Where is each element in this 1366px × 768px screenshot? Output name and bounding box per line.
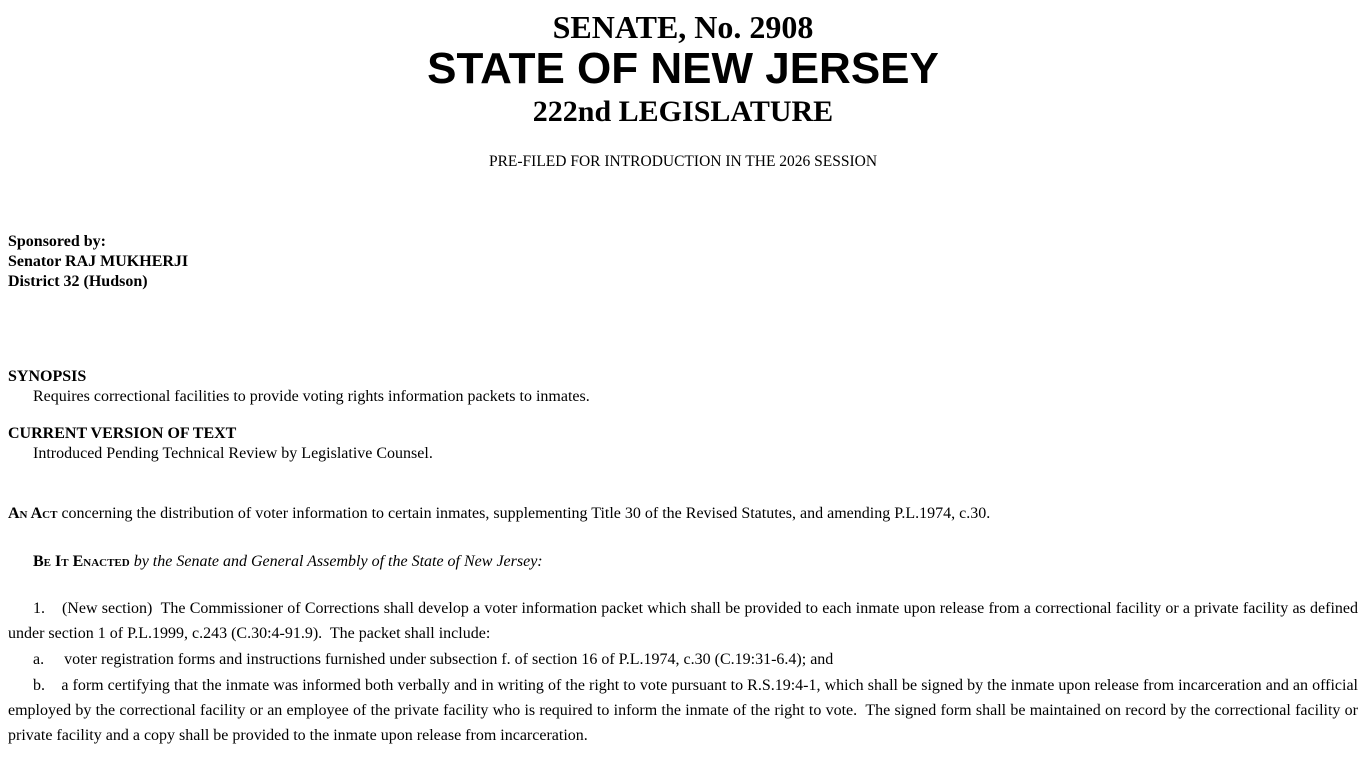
state-title: STATE OF NEW JERSEY bbox=[427, 44, 939, 93]
legislature-title: 222nd LEGISLATURE bbox=[532, 95, 834, 128]
bill-number-title: SENATE, No. 2908 bbox=[552, 9, 814, 45]
current-version-heading: CURRENT VERSION OF TEXT bbox=[8, 425, 237, 442]
enacting-clause-text: by the Senate and General Assembly of the State of New Jersey: bbox=[129, 553, 543, 570]
document-header bbox=[0, 0, 1366, 171]
enacting-clause-smallcaps: Be It Enacted bbox=[33, 553, 130, 570]
subsection-a-paragraph: a. voter registration forms and instructions furnished under subsection f. of section 16 of P.L.1974, c.30 (C.19:31-6.4); and bbox=[33, 651, 834, 668]
sponsored-by-label: Sponsored by: bbox=[8, 233, 106, 250]
act-clause bbox=[8, 501, 1358, 526]
synopsis-heading: SYNOPSIS bbox=[8, 368, 87, 385]
sponsor-district: District 32 (Hudson) bbox=[8, 273, 148, 290]
sponsor-name: Senator RAJ MUKHERJI bbox=[8, 253, 189, 270]
prefiled-note: PRE-FILED FOR INTRODUCTION IN THE 2026 SESSION bbox=[488, 153, 878, 170]
section-1-paragraph: 1. (New section) The Commissioner of Corrections shall develop a voter information packet which shall be provided to each inmate upon release from a correctional facility or a private facility as defined under section 1 of P.L.1999, c.243 (C.30:4-91.9). The packet shall include: bbox=[8, 600, 1362, 642]
synopsis-text: Requires correctional facilities to provide voting rights information packets to inmates. bbox=[33, 388, 590, 405]
enacting-clause bbox=[8, 549, 1358, 574]
sponsor-block bbox=[8, 232, 1358, 292]
bill-text-body bbox=[8, 501, 1362, 748]
synopsis-section bbox=[8, 367, 1358, 406]
act-clause-text: concerning the distribution of voter information to certain inmates, supplementing Title 30 of the Revised Statutes, and amending P.L.1974, c.30. bbox=[57, 505, 991, 522]
current-version-section bbox=[8, 424, 1358, 463]
subsection-b-paragraph: b. a form certifying that the inmate was informed both verbally and in writing of the right to vote pursuant to R.S.19:4-1, which shall be signed by the inmate upon release from incarceration and an official employed by the correctional facility or an employee of the private facility who is required to inform the inmate of the right to vote. The signed form shall be maintained on record by the correctional facility or private facility and a copy shall be provided to the inmate upon release from incarceration. bbox=[8, 677, 1362, 744]
act-clause-smallcaps: An Act bbox=[8, 505, 58, 522]
current-version-text: Introduced Pending Technical Review by Legislative Counsel. bbox=[33, 445, 433, 462]
